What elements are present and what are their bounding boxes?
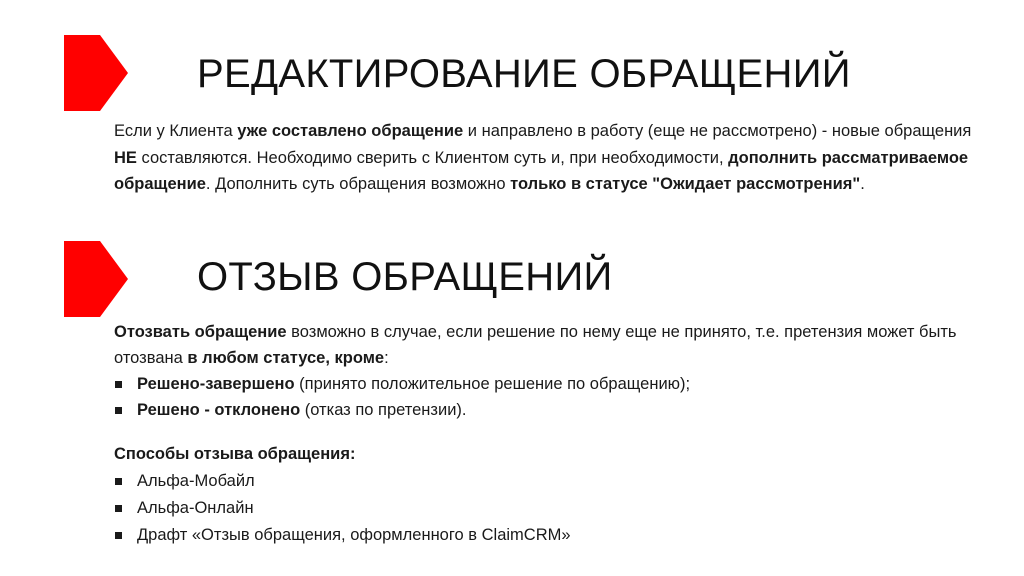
section-title-revoke: ОТЗЫВ ОБРАЩЕНИЙ [197, 255, 613, 299]
list-item: Решено - отклонено (отказ по претензии). [114, 397, 974, 423]
square-bullet-icon [115, 407, 122, 414]
list-item: Решено-завершено (принято положительное решение по обращению); [114, 371, 974, 397]
red-arrow-marker-icon [64, 35, 128, 111]
list-item: Альфа-Онлайн [114, 495, 974, 522]
revoke-description [114, 319, 974, 423]
square-bullet-icon [115, 505, 122, 512]
list-item: Драфт «Отзыв обращения, оформленного в ClaimCRM» [114, 522, 974, 549]
square-bullet-icon [115, 478, 122, 485]
square-bullet-icon [115, 532, 122, 539]
revoke-intro: Отозвать обращение возможно в случае, если решение по нему еще не принято, т.е. претензия может быть отозвана в любом статусе, кроме: [114, 323, 957, 367]
revoke-ways [114, 441, 974, 549]
red-arrow-marker-icon [64, 241, 128, 317]
square-bullet-icon [115, 381, 122, 388]
list-item: Альфа-Мобайл [114, 468, 974, 495]
exception-list [114, 371, 974, 423]
editing-paragraph: Если у Клиента уже составлено обращение и направлено в работу (еще не рассмотрено) - новые обращения НЕ составляются. Необходимо сверить с Клиентом суть и, при необходимости, дополнить рассматриваемое обращение. Дополнить суть обращения возможно только в статусе "Ожидает рассмотрения". [114, 122, 972, 193]
ways-title: Способы отзыва обращения: [114, 445, 356, 463]
ways-list [114, 468, 974, 549]
section-title-editing: РЕДАКТИРОВАНИЕ ОБРАЩЕНИЙ [197, 52, 851, 96]
